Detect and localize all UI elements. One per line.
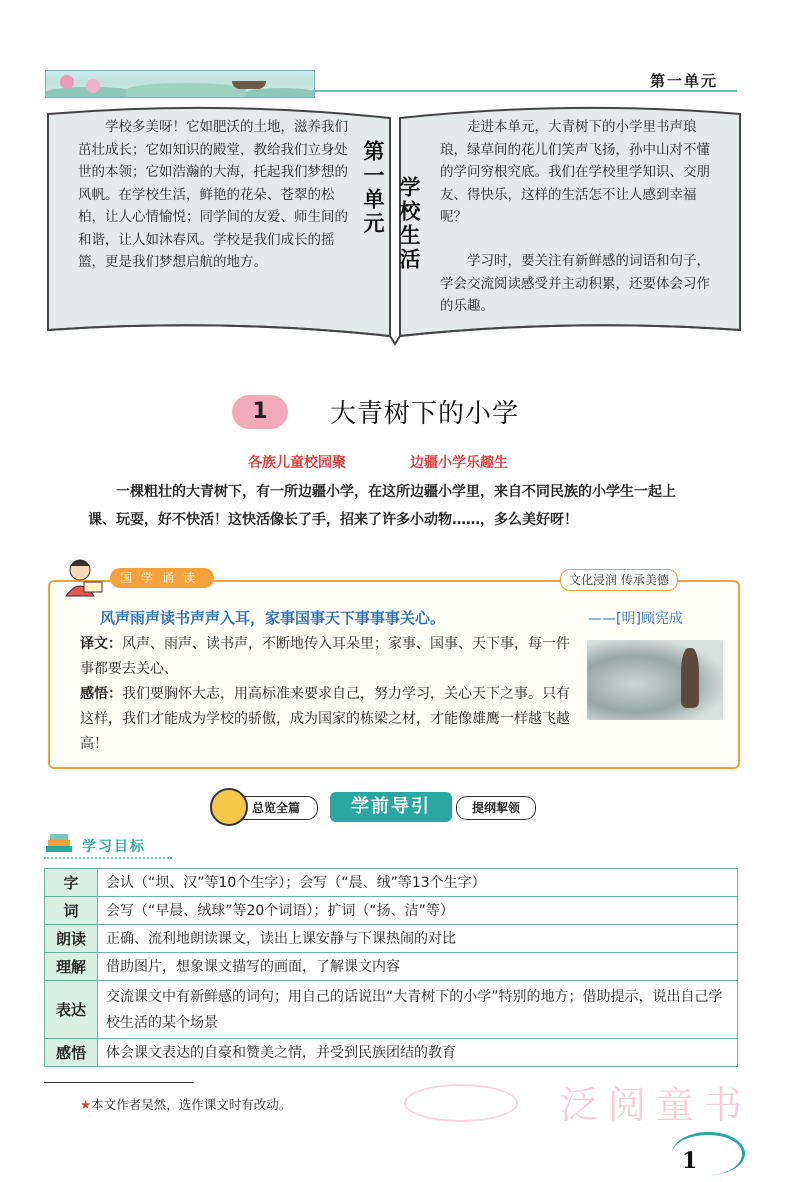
guide-center-label: 学前导引	[330, 792, 452, 822]
guoxue-quote: 风声雨声读书声声入耳，家事国事天下事事事关心。	[100, 609, 446, 627]
footnote-text: 本文作者吴然，选作课文时有改动。	[91, 1097, 292, 1112]
insight-label: 感悟：	[80, 686, 122, 702]
guoxue-author: ——[明]顾宪成	[588, 611, 683, 627]
translation-text: 风声、雨声、读书声，不断地传入耳朵里；家事、国事、天下事，每一件事都要去关心、	[80, 636, 570, 677]
watermark: 泛阅童书	[560, 1083, 753, 1127]
table-row	[45, 953, 738, 981]
goal-value: 交流课文中有新鲜感的词句；用自己的话说出“大青树下的小学”特别的地方；借助提示，说出自己学校生活的某个场景	[98, 981, 738, 1039]
star-icon: ★	[80, 1097, 92, 1112]
table-row	[45, 897, 738, 925]
insight-text: 我们要胸怀大志，用高标准来要求自己，努力学习，关心天下之事。只有这样，我们才能成为学校的骄傲，成为国家的栋梁之材，才能像雄鹰一样越飞越高！	[80, 686, 570, 752]
unit-intro-right-para2: 学习时，要关注有新鲜感的词语和句子，学会交流阅读感受并主动积累，还要体会习作的乐趣。	[440, 253, 710, 314]
boat-icon	[232, 81, 266, 89]
goal-key: 理解	[45, 953, 98, 981]
goal-key: 感悟	[45, 1039, 98, 1067]
goal-key: 词	[45, 897, 98, 925]
unit-intro-left-text: 学校多美呀！它如肥沃的土地，滋养我们茁壮成长；它如知识的殿堂，教给我们立身处世的本领；它如浩瀚的大海，托起我们梦想的风帆。在学校生活，鲜艳的花朵、苍翠的松柏，让人心情愉悦；同学间的友爱、师生间的和谐，让人如沐春风。学校是我们成长的摇篮，更是我们梦想启航的地方。	[78, 119, 348, 270]
goal-value: 会认（“坝、汉”等10个生字）；会写（“晨、绒”等13个生字）	[98, 869, 738, 897]
goal-value: 借助图片，想象课文描写的画面，了解课文内容	[98, 953, 738, 981]
lesson-number-badge: 1	[232, 395, 288, 429]
goals-table	[44, 868, 738, 1067]
goal-value: 体会课文表达的自豪和赞美之情，并受到民族团结的教育	[98, 1039, 738, 1067]
guide-banner	[210, 792, 536, 822]
unit-intro-right-para1: 走进本单元，大青树下的小学里书声琅琅，绿草间的花儿们笑声飞扬，孙中山对不懂的学问穷根究底。我们在学校里学知识、交朋友、得快乐，这样的生活怎不让人感到幸福呢？	[440, 119, 710, 225]
guide-right-label: 提纲挈领	[456, 796, 536, 820]
bee-icon	[210, 788, 248, 826]
lesson-intro: 一棵粗壮的大青树下，有一所边疆小学，在这所边疆小学里，来自不同民族的小学生一起上课、玩耍，好不快活！这快活像长了手，招来了许多小动物……，多么美好呀！	[88, 484, 676, 528]
goal-key: 字	[45, 869, 98, 897]
lesson-subtitle-right: 边疆小学乐趣生	[410, 455, 508, 471]
reading-child-icon	[58, 556, 108, 598]
translation-label: 译文：	[80, 636, 122, 652]
guide-left-label: 总览全篇	[234, 796, 318, 820]
table-row	[45, 869, 738, 897]
guoxue-insight	[80, 682, 580, 757]
unit-heading: 第一单元	[650, 72, 719, 90]
footnote	[80, 1095, 291, 1113]
footnote-divider	[44, 1082, 194, 1083]
goals-underline	[44, 857, 172, 859]
lesson-title: 大青树下的小学	[330, 399, 520, 429]
goal-value: 会写（“早晨、绒球”等20个词语）；扩词（“扬、洁”等）	[98, 897, 738, 925]
goal-key: 表达	[45, 981, 98, 1039]
guoxue-translation	[80, 632, 580, 682]
table-row	[45, 1039, 738, 1067]
page-number: 1	[682, 1148, 698, 1174]
books-icon	[44, 832, 76, 856]
goals-title: 学习目标	[82, 839, 146, 855]
goal-key: 朗读	[45, 925, 98, 953]
goal-value: 正确、流利地朗读课文，读出上课安静与下课热闹的对比	[98, 925, 738, 953]
guoxue-motto: 文化浸润 传承美德	[560, 569, 678, 591]
header-decorative-banner	[45, 70, 315, 98]
ink-painting-image	[587, 640, 723, 720]
watermark-flower-decoration	[404, 1084, 518, 1122]
lesson-subtitle-left: 各族儿童校园聚	[248, 455, 346, 471]
table-row	[45, 981, 738, 1039]
unit-label-vertical: 第一单元	[361, 140, 386, 236]
guoxue-tag: 国学诵读	[110, 568, 214, 588]
table-row	[45, 925, 738, 953]
unit-theme-vertical: 学校生活	[397, 176, 422, 272]
